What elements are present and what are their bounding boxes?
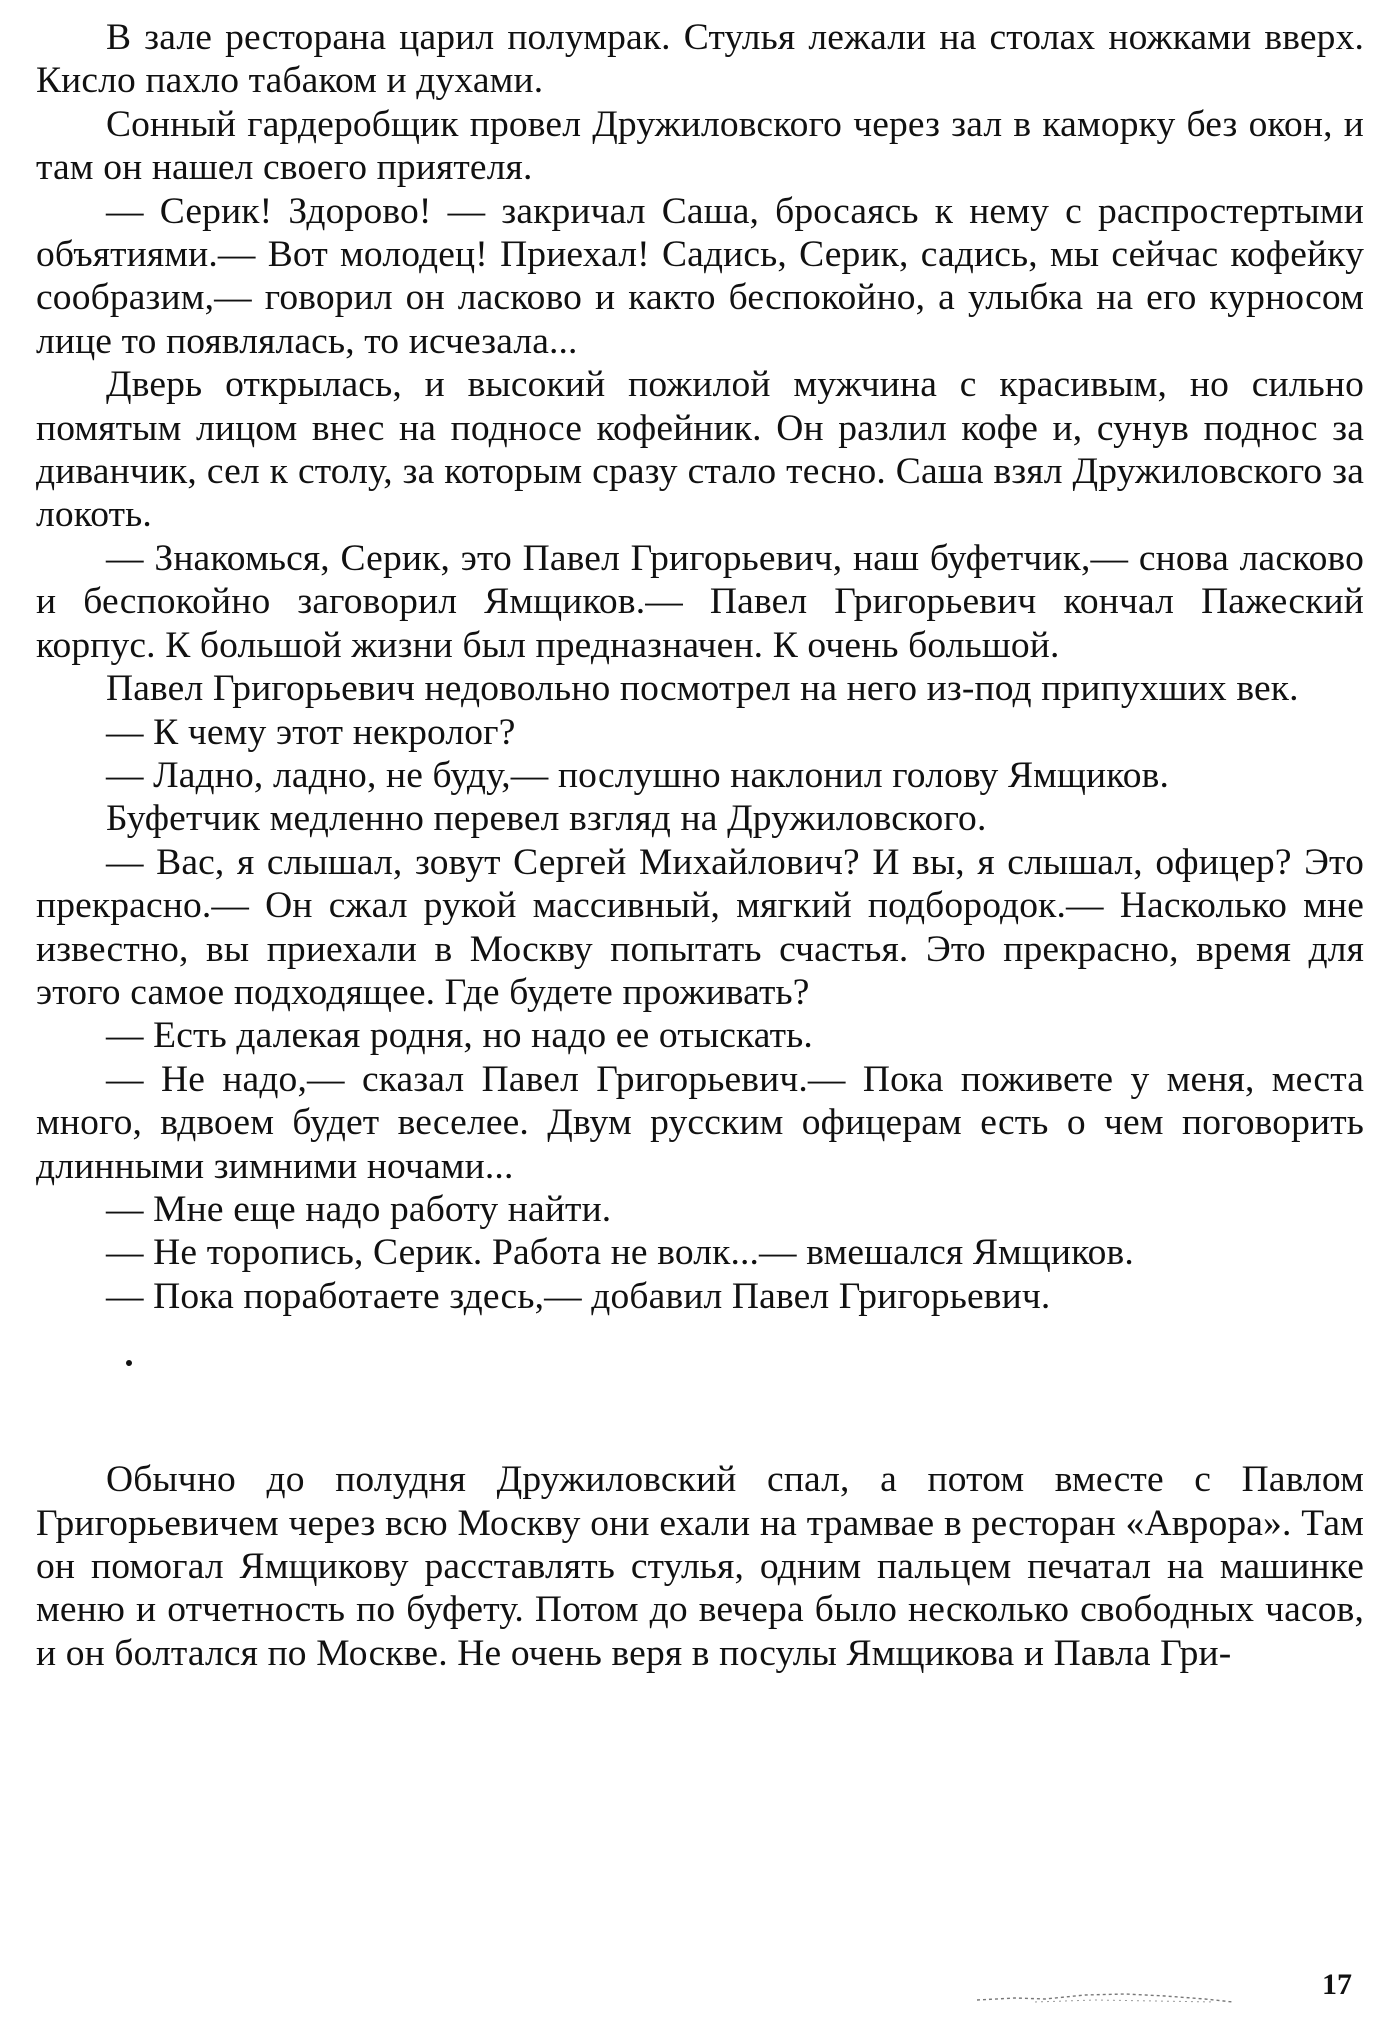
paragraph: — Не надо,— сказал Павел Григорьевич.— Пока поживете у меня, места много, вдвоем будет веселее. Двум русским офицерам есть о чем поговорить длинными зимними ночами... bbox=[36, 1058, 1364, 1187]
paragraph: — Есть далекая родня, но надо ее отыскать. bbox=[106, 1015, 813, 1057]
paragraph: — Ладно, ладно, не буду,— послушно наклонил голову Ямщиков. bbox=[106, 754, 1170, 796]
paragraph: Павел Григорьевич недовольно посмотрел на него из-под припухших век. bbox=[106, 668, 1299, 710]
paragraph: — Мне еще надо работу найти. bbox=[106, 1188, 612, 1230]
print-smudge bbox=[975, 1990, 1235, 2004]
paragraph: — Вас, я слышал, зовут Сергей Михайлович? И вы, я слышал, офицер? Это прекрасно.— Он сжал рукой массивный, мягкий подбородок.— Насколько мне известно, вы приехали в Москву попытать счастья. Это прекрасно, время для этого самое подходящее. Где будете проживать? bbox=[36, 841, 1364, 1013]
paragraph: Дверь открылась, и высокий пожилой мужчина с красивым, но сильно помятым лицом внес на подносе кофейник. Он разлил кофе и, сунув поднос за диванчик, сел к столу, за которым сразу стало тесно. Саша взял Дружиловского за локоть. bbox=[36, 364, 1364, 536]
paragraph: Сонный гардеробщик провел Дружиловского через зал в каморку без окон, и там он нашел своего приятеля. bbox=[36, 103, 1364, 189]
section-break-dot bbox=[126, 1360, 132, 1366]
paragraph: — Не торопись, Серик. Работа не волк...— вмешался Ямщиков. bbox=[106, 1232, 1134, 1274]
paragraph: — К чему этот некролог? bbox=[106, 711, 516, 753]
paragraph: — Серик! Здорово! — закричал Саша, бросаясь к нему с распростертыми объятиями.— Вот молодец! Приехал! Садись, Серик, садись, мы сейчас кофейку сообразим,— говорил он ласково и както беспокойно, а улыбка на его курносом лице то появлялась, то исчезала... bbox=[36, 190, 1364, 362]
paragraph: Обычно до полудня Дружиловский спал, а потом вместе с Павлом Григорьевичем через всю Москву они ехали на трамвае в ресторан «Аврора». Там он помогал Ямщикову расставлять стулья, одним пальцем печатал на машинке меню и отчетность по буфету. Потом до вечера было несколько свободных часов, и он болтался по Москве. Не очень веря в посулы Ямщикова и Павла Гри- bbox=[36, 1459, 1364, 1674]
paragraph: — Знакомься, Серик, это Павел Григорьевич, наш буфетчик,— снова ласково и беспокойно заговорил Ямщиков.— Павел Григорьевич кончал Пажеский корпус. К большой жизни был предназначен. К очень большой. bbox=[36, 537, 1364, 666]
page-number: 17 bbox=[1322, 1968, 1352, 2001]
paragraph: В зале ресторана царил полумрак. Стулья лежали на столах ножками вверх. Кисло пахло табаком и духами. bbox=[36, 17, 1364, 102]
section-break bbox=[36, 1318, 1364, 1458]
paragraph: — Пока поработаете здесь,— добавил Павел Григорьевич. bbox=[106, 1275, 1051, 1317]
paragraph: Буфетчик медленно перевел взгляд на Дружиловского. bbox=[106, 798, 987, 840]
page-body bbox=[36, 16, 1364, 1675]
